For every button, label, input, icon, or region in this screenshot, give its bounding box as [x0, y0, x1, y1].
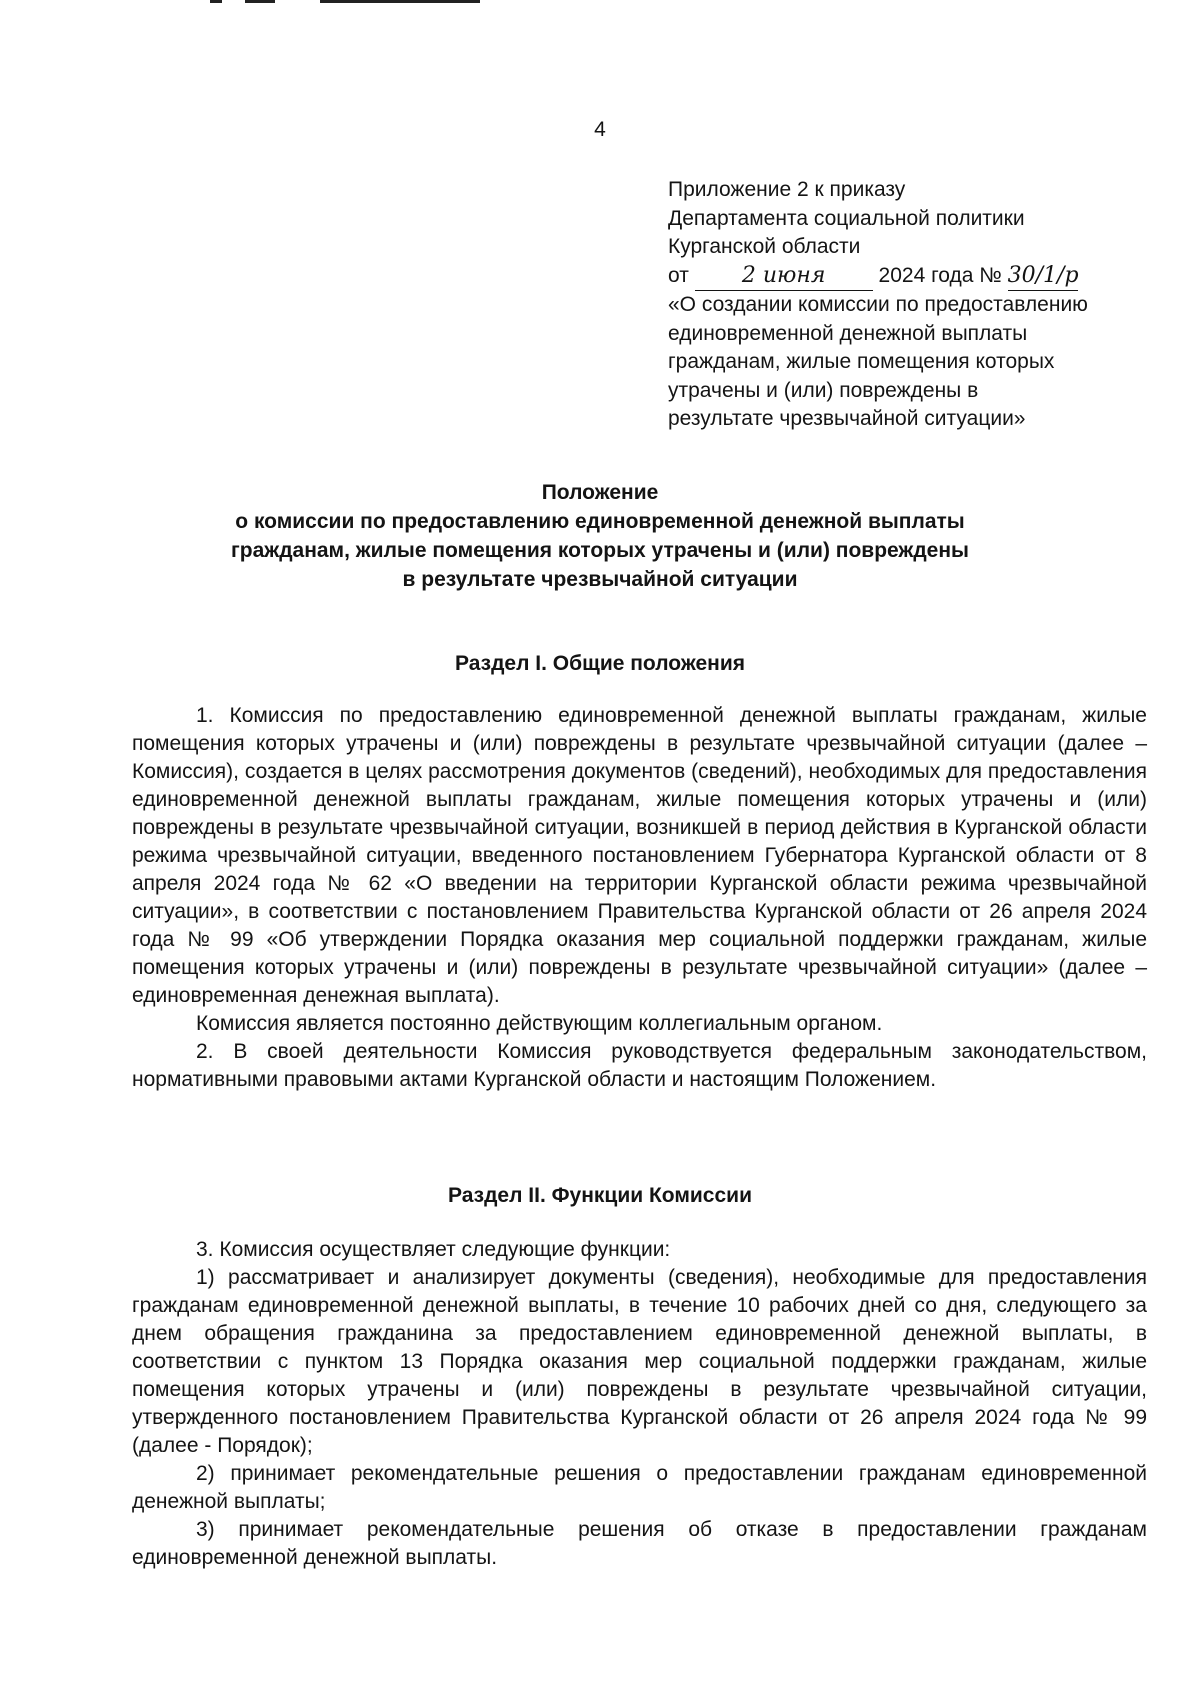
- appendix-subject-line: гражданам, жилые помещения которых: [668, 350, 1055, 373]
- date-prefix: от: [668, 263, 689, 287]
- appendix-block: [668, 176, 1178, 434]
- handwritten-order-number: 30/1/р: [1008, 262, 1078, 292]
- page-number: 4: [594, 118, 606, 141]
- appendix-subject-line: единовременной денежной выплаты: [668, 321, 1028, 345]
- section-1-heading: Раздел I. Общие положения: [455, 652, 745, 675]
- appendix-line: Приложение 2 к приказу: [668, 178, 906, 201]
- section-2-body: [132, 1236, 1147, 1572]
- paragraph: 2. В своей деятельности Комиссия руководствуется федеральным законодательством, нормативными правовыми актами Курганской области и настоящим Положением.: [132, 1040, 1147, 1091]
- appendix-subject-line: утрачены и (или) повреждены в: [668, 378, 979, 402]
- title-line: в результате чрезвычайной ситуации: [402, 568, 798, 591]
- document-title: [140, 478, 1060, 594]
- appendix-line: Курганской области: [668, 235, 861, 258]
- appendix-date-line: [668, 262, 1178, 292]
- appendix-line: Департамента социальной политики: [668, 206, 1025, 230]
- title-line: Положение: [541, 481, 659, 504]
- paragraph: 3. Комиссия осуществляет следующие функции:: [196, 1238, 671, 1261]
- title-line: гражданам, жилые помещения которых утрачены и (или) повреждены: [231, 539, 969, 562]
- scan-artifact: [245, 0, 275, 3]
- scan-artifact: [210, 0, 222, 3]
- paragraph: 3) принимает рекомендательные решения об отказе в предоставлении гражданам единовременной денежной выплаты.: [132, 1518, 1147, 1569]
- title-line: о комиссии по предоставлению единовременной денежной выплаты: [235, 510, 965, 533]
- appendix-subject-line: «О создании комиссии по предоставлению: [668, 293, 1088, 316]
- scan-artifact: [320, 0, 480, 3]
- date-suffix: 2024 года №: [878, 263, 1002, 287]
- paragraph: 1. Комиссия по предоставлению единовременной денежной выплаты гражданам, жилые помещения которых утрачены и (или) повреждены в результате чрезвычайной ситуации (далее – Комиссия), создается в целях рассмотрения документов (сведений), необходимых для предоставления единовременной денежной выплаты гражданам, жилые помещения которых утрачены и (или) повреждены в результате чрезвычайной ситуации, возникшей в период действия в Курганской области режима чрезвычайной ситуации, введенного постановлением Губернатора Курганской области от 8 апреля 2024 года № 62 «О введении на территории Курганской области режима чрезвычайной ситуации», в соответствии с постановлением Правительства Курганской области от 26 апреля 2024 года № 99 «Об утверждении Порядка оказания мер социальной поддержки гражданам, жилые помещения которых утрачены и (или) повреждены в результате чрезвычайной ситуации» (далее – единовременная денежная выплата).: [132, 704, 1147, 1007]
- paragraph: Комиссия является постоянно действующим коллегиальным органом.: [196, 1012, 883, 1035]
- handwritten-date: 2 июня: [695, 262, 873, 292]
- paragraph: 1) рассматривает и анализирует документы (сведения), необходимые для предоставления гражданам единовременной денежной выплаты, в течение 10 рабочих дней со дня, следующего за днем обращения гражданина за предоставлением единовременной денежной выплаты, в соответствии с пунктом 13 Порядка оказания мер социальной поддержки гражданам, жилые помещения которых утрачены и (или) повреждены в результате чрезвычайной ситуации, утвержденного постановлением Правительства Курганской области от 26 апреля 2024 года № 99 (далее - Порядок);: [132, 1266, 1147, 1457]
- paragraph: 2) принимает рекомендательные решения о предоставлении гражданам единовременной денежной выплаты;: [132, 1462, 1147, 1513]
- appendix-subject-line: результате чрезвычайной ситуации»: [668, 407, 1026, 430]
- section-1-body: [132, 702, 1147, 1094]
- section-2-heading: Раздел II. Функции Комиссии: [448, 1184, 752, 1207]
